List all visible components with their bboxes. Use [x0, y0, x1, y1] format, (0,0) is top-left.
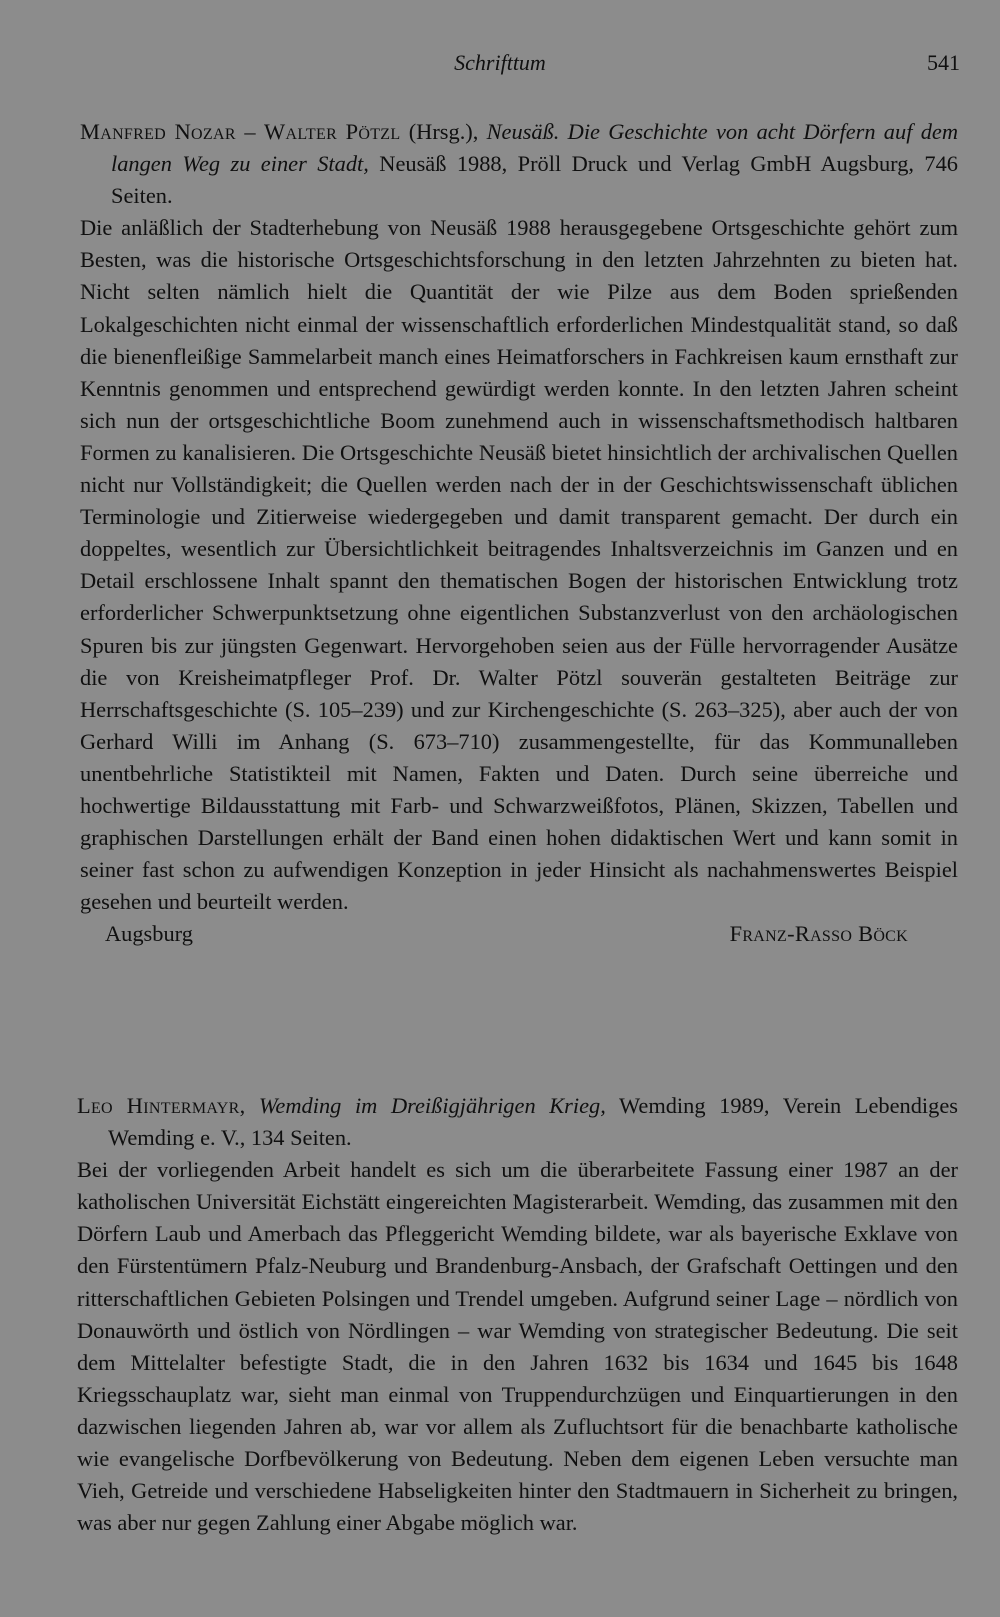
review-body: Bei der vorliegenden Arbeit handelt es sich um die überarbeitete Fassung einer 1987 an der katholischen Universität Eichstätt eingereichten Magisterarbeit. Wemding, das zusammen mit den Dörfern Laub und Amerbach das Pfleggericht Wemding bildete, war als bayerische Exklave von den Fürstentümern Pfalz-Neuburg und Brandenburg-Ansbach, der Grafschaft Oettingen und den ritterschaftlichen Gebieten Polsingen und Trendel umgeben. Aufgrund seiner Lage – nördlich von Donauwörth und östlich von Nördlingen – war Wemding von strategischer Bedeutung. Die seit dem Mittelalter befestigte Stadt, die in den Jahren 1632 bis 1634 und 1645 bis 1648 Kriegsschauplatz war, sieht man einmal von Truppendurchzügen und Einquartierungen in den dazwischen liegenden Jahren ab, war vor allem als Zufluchtsort für die benachbarte katholische wie evangelische Dorfbevölkerung von Bedeutung. Neben dem eigenen Leben versuchte man Vieh, Getreide und verschiedene Habseligkeiten hinter den Stadtmauern in Sicherheit zu bringen, was aber nur gegen Zahlung einer Abgabe möglich war.	[77, 1157, 958, 1536]
author-names: Leo Hintermayr	[77, 1093, 240, 1118]
reviewer-name: Franz-Rasso Böck	[729, 921, 908, 947]
author-names: Manfred Nozar – Walter Pötzl	[80, 119, 401, 144]
review-body: Die anläßlich der Stadterhebung von Neusäß 1988 herausgegebene Ortsgeschichte gehört zum Besten, was die historische Ortsgeschichtsforschung in den letzten Jahrzehnten zu bieten hat. Nicht selten nämlich hielt die Quantität der wie Pilze aus dem Boden sprießenden Lokalgeschichten nicht einmal der wissenschaftlich erforderlichen Mindestqualität stand, so daß die bienenfleißige Sammelarbeit manch eines Heimatforschers in Fachkreisen kaum ernsthaft zur Kenntnis genommen und entsprechend gewürdigt werden konnte. In den letzten Jahren scheint sich nun der ortsgeschichtliche Boom zunehmend auch in wissenschaftsmethodisch haltbaren Formen zu kanalisieren. Die Ortsgeschichte Neusäß bietet hinsichtlich der archivalischen Quellen nicht nur Vollständigkeit; die Quellen werden nach der in der Geschichtswissenschaft üblichen Terminologie und Zitierweise wiedergegeben und damit transparent gemacht. Der durch ein doppeltes, wesentlich zur Übersichtlichkeit beitragendes Inhaltsverzeichnis im Ganzen und en Detail erschlossene Inhalt spannt den thematischen Bogen der historischen Entwicklung trotz erforderlicher Schwerpunktsetzung ohne eigentlichen Substanzverlust von den archäologischen Spuren bis zur jüngsten Gegenwart. Hervorgehoben seien aus der Fülle hervorragender Ausätze die von Kreisheimatpfleger Prof. Dr. Walter Pötzl souverän gestalteten Beiträge zur Herrschaftsgeschichte (S. 105–239) und zur Kirchengeschichte (S. 263–325), aber auch der von Gerhard Willi im Anhang (S. 673–710) zusammengestellte, für das Kommunalleben unentbehrliche Statistikteil mit Namen, Fakten und Daten. Durch seine überreiche und hochwertige Bildausstattung mit Farb- und Schwarzweißfotos, Plänen, Skizzen, Tabellen und graphischen Darstellungen erhält der Band einen hohen didaktischen Wert und kann somit in seiner fast schon zu aufwendigen Konzeption in jeder Hinsicht als nachahmenswertes Beispiel gesehen und beurteilt werden.	[80, 215, 958, 915]
citation	[80, 116, 958, 212]
publication-info: Wemding 1989, Verein Lebendiges Wemding e. V., 134 Seiten.	[108, 1093, 958, 1151]
editor-note: (Hrsg.),	[400, 119, 487, 144]
review-place: Augsburg	[105, 921, 193, 947]
citation	[77, 1090, 958, 1154]
book-title: Wemding im Dreißigjährigen Krieg,	[258, 1093, 606, 1118]
page-number: 541	[927, 50, 960, 75]
signature-line	[80, 918, 958, 950]
review-entry-1	[80, 116, 958, 950]
publication-info: Neusäß 1988, Pröll Druck und Verlag GmbH Augsburg, 746 Seiten.	[111, 151, 958, 209]
review-entry-2	[77, 1090, 958, 1539]
book-title: Neusäß. Die Geschichte von acht Dörfern auf dem langen Weg zu einer Stadt,	[111, 119, 958, 177]
running-title: Schrifttum	[454, 50, 546, 75]
editor-note: ,	[239, 1093, 259, 1118]
